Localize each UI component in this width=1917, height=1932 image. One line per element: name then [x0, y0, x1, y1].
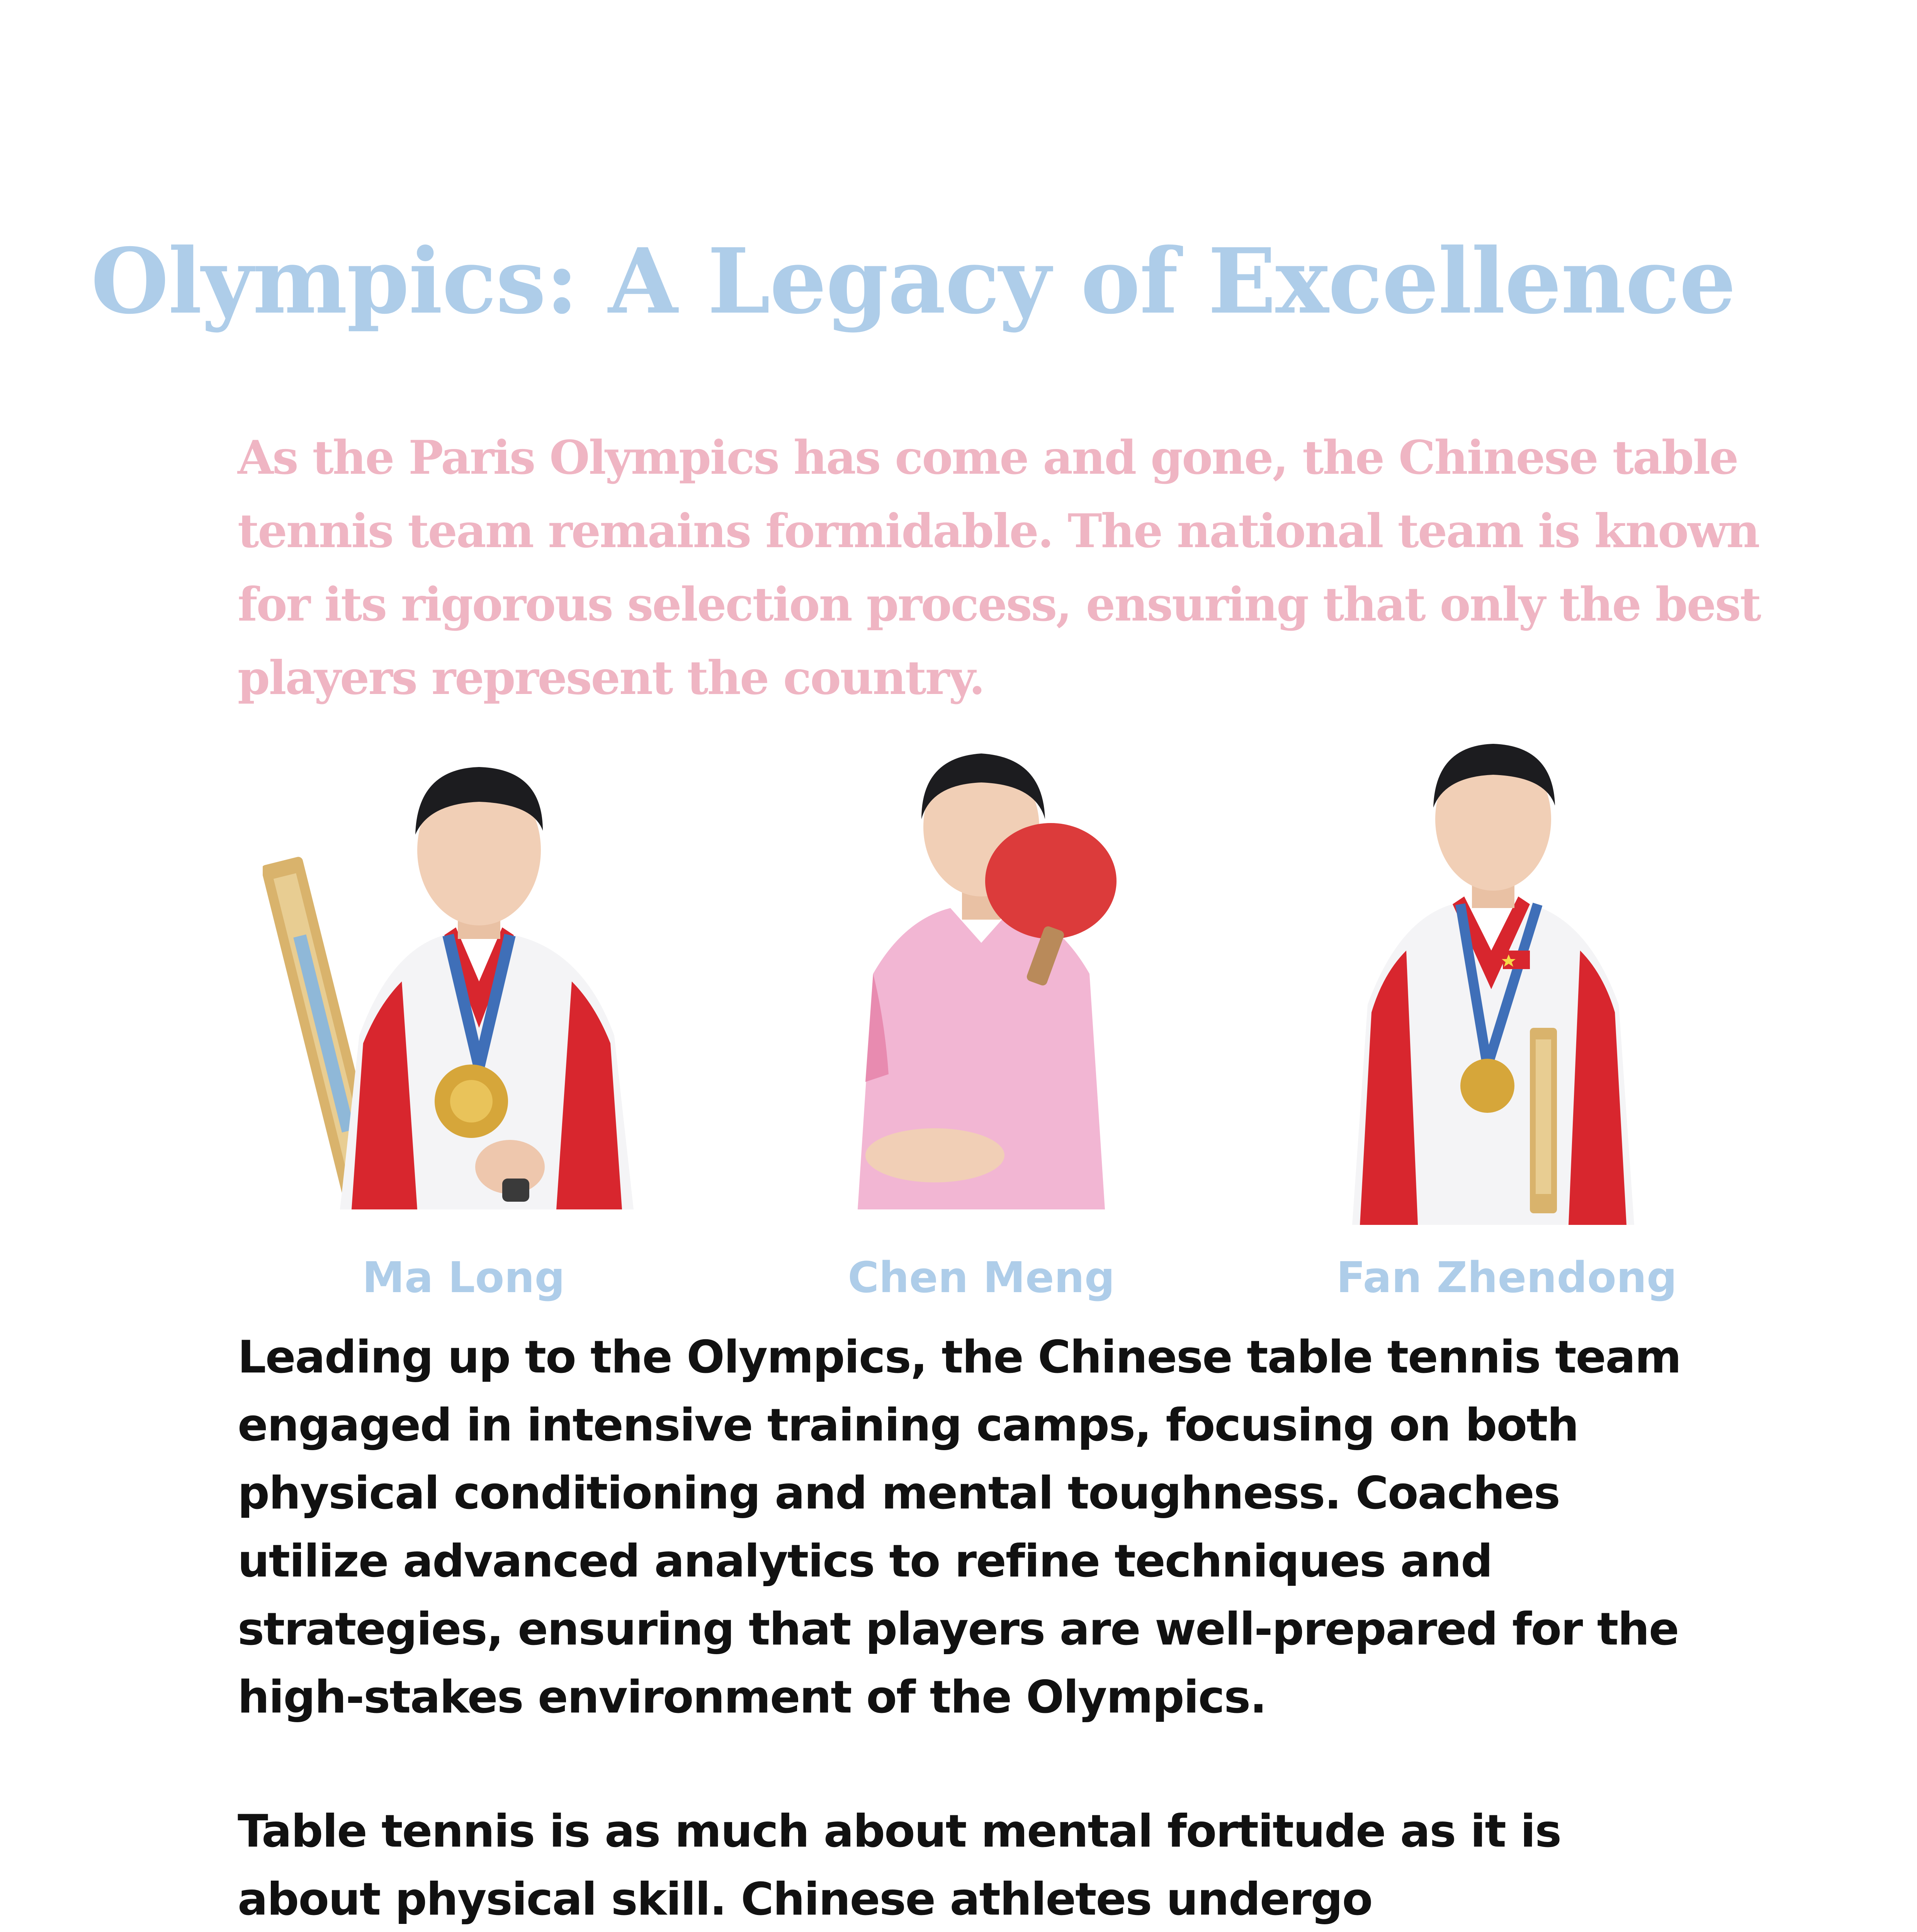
player-name-chen-meng: Chen Meng	[848, 1253, 1115, 1302]
ma-long-photo	[263, 734, 695, 1209]
fan-zhendong-photo	[1321, 719, 1669, 1225]
page-title: Olympics: A Legacy of Excellence	[91, 228, 1735, 334]
body-paragraph-1: Leading up to the Olympics, the Chinese table tennis team engaged in intensive training camps, focusing on both physical conditioning and mental toughness. Coaches utilize advanced analytics to refine techniques and strategies, ensuring that players are well-prepared for the high-stakes environment of the Olympics.	[238, 1331, 1681, 1723]
intro-paragraph: As the Paris Olympics has come and gone, the Chinese table tennis team remains formidable. The national team is known for its rigorous selection process, ensuring that only the best players represent the country.	[238, 430, 1761, 705]
body-paragraph-2: Table tennis is as much about mental fortitude as it is about physical skill. Chinese athletes undergo	[238, 1805, 1561, 1925]
player-name-fan-zhendong: Fan Zhendong	[1336, 1253, 1677, 1302]
player-name-ma-long: Ma Long	[362, 1253, 565, 1302]
chen-meng-photo	[819, 726, 1144, 1209]
